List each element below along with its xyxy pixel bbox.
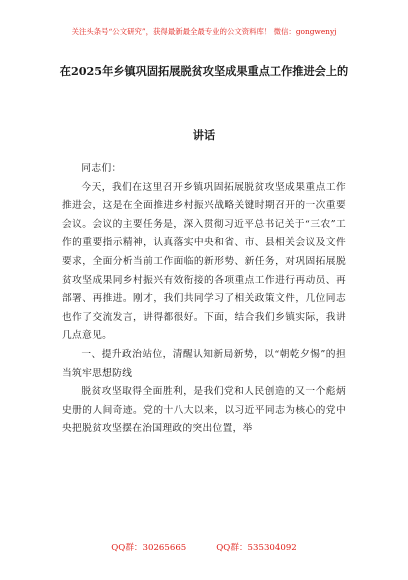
- salutation: 同志们：: [81, 163, 122, 174]
- document-title: 在2025年乡镇巩固拓展脱贫攻坚成果重点工作推进会上的: [59, 64, 349, 78]
- document-subtitle: 讲话: [192, 128, 216, 142]
- promo-banner: 关注头条号“公文研究”，获得最新最全最专业的公文资料库！ 微信：gongwenyj: [71, 27, 337, 36]
- body-paragraph: 脱贫攻坚取得全面胜利，是我们党和人民创造的又一个彪炳史册的人间奇迹。党的十八大以来，以习近平同志为核心的党中央把脱贫攻坚摆在治国理政的突出位置，举: [62, 386, 346, 435]
- qq-group-1: QQ群：30265665: [111, 543, 187, 553]
- qq-group-2: QQ群：535304092: [216, 543, 297, 553]
- section-heading: 一、提升政治站位，清醒认知新局新势，以“朝乾夕惕”的担当筑牢思想防线: [62, 348, 346, 379]
- body-paragraph: 今天，我们在这里召开乡镇巩固拓展脱贫攻坚成果重点工作推进会，这是在全面推进乡村振兴战略关键时期召开的一次重要会议。会议的主要任务是，深入贯彻习近平总书记关于“三农”工作的重要指示精神，认真落实中央和省、市、县相关会议及文件要求，全面分析当前工作面临的新形势、新任务，对巩固拓展脱贫攻坚成果同乡村振兴有效衔接的各项重点工作进行再动员、再部署、再推进。刚才，我们共同学习了相关政策文件，几位同志也作了交流发言，讲得都很好。下面，结合我们乡镇实际，我讲几点意见。: [62, 181, 346, 342]
- footer-contacts: [0, 541, 408, 553]
- document-body: [62, 160, 346, 439]
